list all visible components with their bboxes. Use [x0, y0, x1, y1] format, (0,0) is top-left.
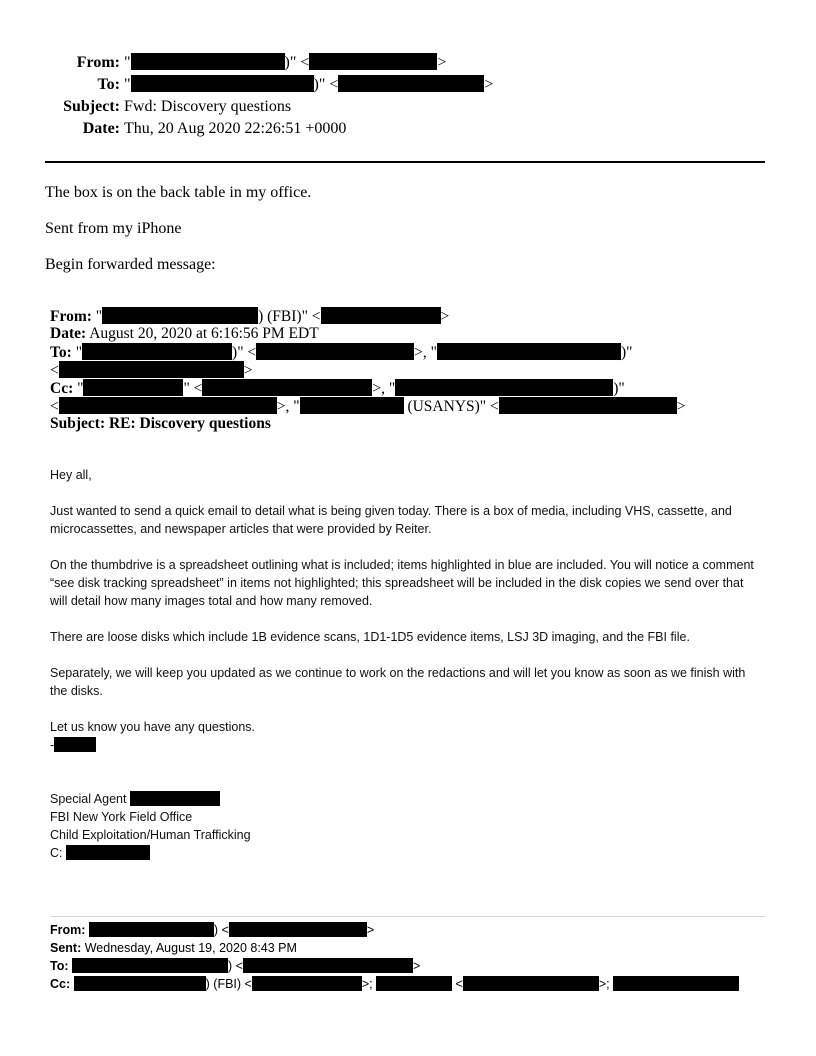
sig-c-label: C: — [50, 846, 63, 860]
quote: " — [124, 76, 131, 93]
redaction — [243, 958, 413, 973]
fwd-to-label: To: — [50, 344, 72, 361]
text: )" — [620, 344, 633, 361]
quote: " — [77, 380, 84, 397]
redaction — [89, 922, 214, 937]
fwd-cc-row — [50, 379, 625, 398]
redaction — [463, 976, 599, 991]
header-date-row — [0, 118, 346, 140]
earlier-sent-label: Sent: — [50, 941, 82, 955]
msg-paragraph-4: Separately, we will keep you updated as we continue to work on the redactions and will let you know as soon as we finish with the disks. — [50, 666, 746, 698]
redaction — [395, 379, 613, 396]
text: ) (FBI)" < — [258, 308, 321, 325]
quote: " — [75, 344, 83, 361]
header-divider — [45, 161, 765, 163]
quote: " — [95, 308, 103, 325]
text: > — [412, 959, 421, 973]
date-label: Date: — [82, 120, 120, 137]
fwd-to-row-2 — [50, 361, 253, 380]
text: >, " — [276, 398, 300, 415]
text: )" < — [232, 344, 257, 361]
earlier-cc-row — [50, 975, 739, 993]
text: > — [243, 362, 253, 379]
redaction — [72, 958, 228, 973]
redaction — [83, 379, 183, 396]
redaction — [252, 976, 362, 991]
fwd-subject-value: RE: Discovery questions — [108, 415, 271, 432]
sig-title: Special Agent — [50, 792, 127, 806]
redaction — [338, 75, 484, 92]
msg-paragraph-1: Just wanted to send a quick email to detail what is being given today. There is a box of media, including VHS, cassette, and microcassettes, and newspaper articles that were provided by Reiter. — [50, 504, 732, 536]
redaction — [131, 75, 314, 92]
text: ) (FBI) < — [205, 977, 252, 991]
subject-value: Fwd: Discovery questions — [124, 98, 292, 115]
earlier-to-row — [50, 957, 420, 975]
earlier-sent-row — [50, 939, 297, 957]
text: > — [676, 398, 686, 415]
body-line-2: Sent from my iPhone — [45, 220, 182, 237]
fwd-to-row — [50, 343, 632, 362]
sig-phone-row — [50, 844, 150, 862]
quote: " — [124, 54, 131, 71]
text: )" < — [313, 76, 339, 93]
redaction — [54, 737, 96, 752]
body-line-3: Begin forwarded message: — [45, 256, 216, 273]
redaction — [376, 976, 452, 991]
msg-greeting: Hey all, — [50, 468, 92, 482]
text: ) < — [228, 959, 243, 973]
header-subject-row — [0, 96, 291, 118]
fwd-date-value: August 20, 2020 at 6:16:56 PM EDT — [89, 325, 319, 342]
sig-title-row — [50, 790, 220, 808]
text: )" — [613, 380, 625, 397]
text: )" < — [284, 54, 310, 71]
redaction — [309, 53, 437, 70]
msg-sender-initial — [50, 736, 96, 754]
text: >, " — [372, 380, 396, 397]
msg-paragraph-3: There are loose disks which include 1B evidence scans, 1D1-1D5 evidence items, LSJ 3D imaging, and the FBI file. — [50, 630, 690, 644]
subject-label: Subject: — [63, 98, 120, 115]
redaction — [82, 343, 232, 360]
redaction — [131, 53, 285, 70]
redaction — [130, 791, 220, 806]
text: >; — [361, 977, 377, 991]
to-label: To: — [97, 76, 120, 93]
text: > — [484, 76, 494, 93]
fwd-from-label: From: — [50, 308, 92, 325]
earlier-from-row — [50, 921, 374, 939]
fwd-subject-label: Subject: — [50, 415, 106, 432]
fwd-cc-label: Cc: — [50, 380, 74, 397]
msg-paragraph-5: Let us know you have any questions. — [50, 720, 255, 734]
fwd-date-row — [50, 325, 319, 343]
redaction — [59, 361, 244, 378]
text: < — [452, 977, 463, 991]
redaction — [229, 922, 367, 937]
fwd-cc-row-2 — [50, 397, 686, 416]
redaction — [499, 397, 677, 414]
date-value: Thu, 20 Aug 2020 22:26:51 +0000 — [124, 120, 347, 137]
redaction — [613, 976, 739, 991]
sig-office: FBI New York Field Office — [50, 810, 193, 824]
redaction — [202, 379, 372, 396]
text: ) < — [213, 923, 229, 937]
earlier-cc-label: Cc: — [50, 977, 71, 991]
earlier-to-label: To: — [50, 959, 69, 973]
redaction — [59, 397, 277, 414]
msg-paragraph-2: On the thumbdrive is a spreadsheet outlining what is included; items highlighted in blue are included. You will notice a comment “see disk tracking spreadsheet” in items not highlighted; this spreadsheet will be included in the disk copies we send over that will detail how many images total and how many removed. — [50, 558, 754, 608]
text: > — [440, 308, 450, 325]
dash: - — [50, 738, 55, 752]
from-label: From: — [76, 54, 120, 71]
redaction — [256, 343, 414, 360]
redaction — [102, 307, 258, 324]
sig-unit: Child Exploitation/Human Trafficking — [50, 828, 251, 842]
text: > — [437, 54, 447, 71]
redaction — [437, 343, 621, 360]
text: < — [50, 398, 59, 415]
text: >, " — [414, 344, 437, 361]
text: (USANYS)" < — [403, 398, 499, 415]
fwd-from-row — [50, 307, 449, 326]
header-from-row — [0, 52, 446, 74]
header-to-row — [0, 74, 493, 96]
text: < — [50, 362, 59, 379]
text: > — [366, 923, 375, 937]
redaction — [66, 845, 150, 860]
fwd-date-label: Date: — [50, 325, 87, 342]
redaction — [300, 397, 404, 414]
earlier-divider — [50, 916, 766, 917]
fwd-subject-row — [50, 415, 271, 433]
body-line-1: The box is on the back table in my office. — [45, 184, 312, 201]
earlier-from-label: From: — [50, 923, 86, 937]
redaction — [321, 307, 441, 324]
text: " < — [183, 380, 203, 397]
redaction — [74, 976, 206, 991]
text: >; — [598, 977, 614, 991]
earlier-sent-value: Wednesday, August 19, 2020 8:43 PM — [84, 941, 297, 955]
